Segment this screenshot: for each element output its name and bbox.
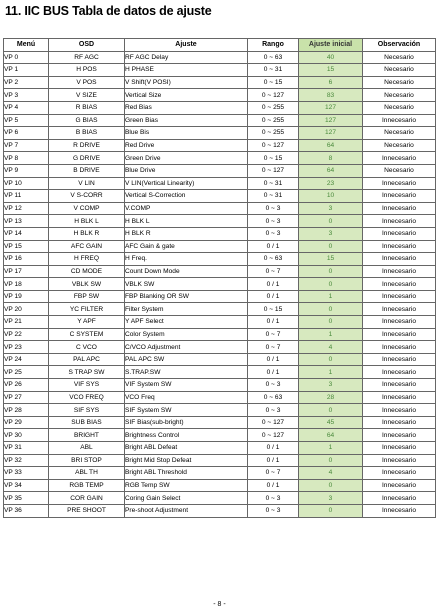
cell-ajuste-inicial: 23 xyxy=(299,177,363,190)
header-ajuste: Ajuste xyxy=(125,39,248,52)
cell-observacion: Innecesario xyxy=(363,442,436,455)
adjustment-data-table xyxy=(3,38,436,518)
cell-rango: 0 ~ 15 xyxy=(248,303,299,316)
cell-rango: 0 ~ 127 xyxy=(248,429,299,442)
cell-observacion: Necesario xyxy=(363,127,436,140)
table-row xyxy=(4,190,436,203)
cell-osd: V S-CORR xyxy=(49,190,125,203)
cell-menu: VP 19 xyxy=(4,290,49,303)
cell-ajuste-inicial: 8 xyxy=(299,152,363,165)
cell-menu: VP 35 xyxy=(4,492,49,505)
cell-ajuste-inicial: 0 xyxy=(299,240,363,253)
cell-ajuste: Blue Bis xyxy=(125,127,248,140)
cell-menu: VP 30 xyxy=(4,429,49,442)
cell-ajuste: RGB Temp SW xyxy=(125,479,248,492)
cell-menu: VP 13 xyxy=(4,215,49,228)
cell-ajuste-inicial: 127 xyxy=(299,114,363,127)
cell-osd: V POS xyxy=(49,76,125,89)
header-ajuste-inicial: Ajuste inicial xyxy=(299,39,363,52)
cell-ajuste: Pre-shoot Adjustment xyxy=(125,504,248,517)
cell-osd: G DRIVE xyxy=(49,152,125,165)
cell-rango: 0 ~ 255 xyxy=(248,114,299,127)
cell-ajuste-inicial: 15 xyxy=(299,253,363,266)
cell-osd: B DRIVE xyxy=(49,164,125,177)
cell-observacion: Innecesario xyxy=(363,290,436,303)
cell-osd: V COMP xyxy=(49,202,125,215)
cell-menu: VP 28 xyxy=(4,404,49,417)
cell-ajuste: PAL APC SW xyxy=(125,353,248,366)
cell-rango: 0 ~ 15 xyxy=(248,76,299,89)
cell-ajuste: Vertical S-Correction xyxy=(125,190,248,203)
table-row xyxy=(4,139,436,152)
cell-observacion: Innecesario xyxy=(363,202,436,215)
cell-ajuste: C/VCO Adjustment xyxy=(125,341,248,354)
cell-observacion: Innecesario xyxy=(363,253,436,266)
cell-ajuste: Bright ABL Threshold xyxy=(125,467,248,480)
cell-observacion: Innecesario xyxy=(363,353,436,366)
cell-menu: VP 5 xyxy=(4,114,49,127)
cell-menu: VP 17 xyxy=(4,265,49,278)
table-body xyxy=(4,51,436,517)
cell-rango: 0 / 1 xyxy=(248,442,299,455)
cell-osd: Y APF xyxy=(49,316,125,329)
page-number: - 8 - xyxy=(213,601,226,608)
table-row xyxy=(4,328,436,341)
cell-ajuste-inicial: 0 xyxy=(299,454,363,467)
cell-menu: VP 32 xyxy=(4,454,49,467)
cell-rango: 0 / 1 xyxy=(248,353,299,366)
cell-menu: VP 1 xyxy=(4,64,49,77)
table-row xyxy=(4,316,436,329)
cell-ajuste: Bright ABL Defeat xyxy=(125,442,248,455)
cell-rango: 0 ~ 3 xyxy=(248,215,299,228)
cell-observacion: Necesario xyxy=(363,139,436,152)
table-row xyxy=(4,240,436,253)
table-row xyxy=(4,379,436,392)
cell-menu: VP 15 xyxy=(4,240,49,253)
table-row xyxy=(4,442,436,455)
cell-menu: VP 34 xyxy=(4,479,49,492)
table-row xyxy=(4,152,436,165)
table-row xyxy=(4,353,436,366)
cell-ajuste-inicial: 0 xyxy=(299,303,363,316)
cell-observacion: Innecesario xyxy=(363,215,436,228)
table-row xyxy=(4,504,436,517)
cell-osd: AFC GAIN xyxy=(49,240,125,253)
cell-osd: RGB TEMP xyxy=(49,479,125,492)
cell-osd: H BLK L xyxy=(49,215,125,228)
cell-ajuste: VBLK SW xyxy=(125,278,248,291)
cell-menu: VP 31 xyxy=(4,442,49,455)
table-row xyxy=(4,76,436,89)
cell-ajuste-inicial: 45 xyxy=(299,416,363,429)
table-row xyxy=(4,215,436,228)
cell-menu: VP 26 xyxy=(4,379,49,392)
header-observacion: Observación xyxy=(363,39,436,52)
cell-osd: PAL APC xyxy=(49,353,125,366)
header-menu: Menú xyxy=(4,39,49,52)
table-row xyxy=(4,341,436,354)
cell-ajuste: Blue Drive xyxy=(125,164,248,177)
cell-osd: B BIAS xyxy=(49,127,125,140)
cell-osd: H POS xyxy=(49,64,125,77)
cell-menu: VP 16 xyxy=(4,253,49,266)
cell-menu: VP 6 xyxy=(4,127,49,140)
cell-ajuste-inicial: 0 xyxy=(299,278,363,291)
cell-rango: 0 ~ 31 xyxy=(248,64,299,77)
cell-ajuste-inicial: 127 xyxy=(299,101,363,114)
cell-osd: FBP SW xyxy=(49,290,125,303)
cell-rango: 0 / 1 xyxy=(248,454,299,467)
cell-rango: 0 / 1 xyxy=(248,316,299,329)
table-row xyxy=(4,89,436,102)
cell-ajuste-inicial: 127 xyxy=(299,127,363,140)
cell-ajuste-inicial: 0 xyxy=(299,404,363,417)
table-row xyxy=(4,253,436,266)
cell-ajuste-inicial: 1 xyxy=(299,328,363,341)
cell-menu: VP 10 xyxy=(4,177,49,190)
cell-rango: 0 / 1 xyxy=(248,479,299,492)
cell-ajuste: Green Bias xyxy=(125,114,248,127)
cell-ajuste-inicial: 3 xyxy=(299,379,363,392)
table-row xyxy=(4,64,436,77)
cell-ajuste: Vertical Size xyxy=(125,89,248,102)
cell-osd: V SIZE xyxy=(49,89,125,102)
cell-ajuste: Red Drive xyxy=(125,139,248,152)
cell-ajuste: VIF System SW xyxy=(125,379,248,392)
cell-observacion: Innecesario xyxy=(363,227,436,240)
table-row xyxy=(4,467,436,480)
cell-observacion: Innecesario xyxy=(363,454,436,467)
cell-ajuste: Coring Gain Select xyxy=(125,492,248,505)
cell-ajuste: AFC Gain & gate xyxy=(125,240,248,253)
cell-ajuste: Red Bias xyxy=(125,101,248,114)
cell-ajuste: Y APF Select xyxy=(125,316,248,329)
cell-rango: 0 ~ 7 xyxy=(248,467,299,480)
cell-observacion: Innecesario xyxy=(363,152,436,165)
cell-ajuste-inicial: 0 xyxy=(299,265,363,278)
cell-menu: VP 36 xyxy=(4,504,49,517)
cell-ajuste-inicial: 40 xyxy=(299,51,363,64)
cell-observacion: Innecesario xyxy=(363,341,436,354)
cell-osd: BRI STOP xyxy=(49,454,125,467)
table-row xyxy=(4,51,436,64)
cell-ajuste-inicial: 6 xyxy=(299,76,363,89)
cell-osd: SUB BIAS xyxy=(49,416,125,429)
cell-ajuste: FBP Blanking OR SW xyxy=(125,290,248,303)
cell-observacion: Innecesario xyxy=(363,504,436,517)
cell-osd: SIF SYS xyxy=(49,404,125,417)
cell-osd: YC FILTER xyxy=(49,303,125,316)
cell-osd: ABL xyxy=(49,442,125,455)
cell-observacion: Necesario xyxy=(363,89,436,102)
table-row xyxy=(4,164,436,177)
cell-ajuste: H Freq. xyxy=(125,253,248,266)
cell-observacion: Necesario xyxy=(363,101,436,114)
cell-menu: VP 25 xyxy=(4,366,49,379)
table-row xyxy=(4,227,436,240)
table-row xyxy=(4,101,436,114)
cell-observacion: Innecesario xyxy=(363,467,436,480)
cell-rango: 0 / 1 xyxy=(248,240,299,253)
cell-rango: 0 ~ 3 xyxy=(248,504,299,517)
cell-observacion: Innecesario xyxy=(363,328,436,341)
cell-observacion: Necesario xyxy=(363,76,436,89)
cell-rango: 0 ~ 3 xyxy=(248,379,299,392)
cell-rango: 0 ~ 7 xyxy=(248,341,299,354)
cell-ajuste: SIF Bias(sub-bright) xyxy=(125,416,248,429)
cell-rango: 0 ~ 15 xyxy=(248,152,299,165)
cell-ajuste: Filter System xyxy=(125,303,248,316)
cell-menu: VP 18 xyxy=(4,278,49,291)
cell-rango: 0 / 1 xyxy=(248,278,299,291)
cell-observacion: Innecesario xyxy=(363,240,436,253)
cell-rango: 0 ~ 3 xyxy=(248,202,299,215)
cell-rango: 0 ~ 3 xyxy=(248,492,299,505)
cell-ajuste-inicial: 3 xyxy=(299,227,363,240)
cell-osd: V LIN xyxy=(49,177,125,190)
table-row xyxy=(4,278,436,291)
cell-ajuste: V LIN(Vertical Linearity) xyxy=(125,177,248,190)
cell-menu: VP 27 xyxy=(4,391,49,404)
cell-ajuste-inicial: 4 xyxy=(299,467,363,480)
header-rango: Rango xyxy=(248,39,299,52)
cell-osd: VBLK SW xyxy=(49,278,125,291)
cell-osd: VCO FREQ xyxy=(49,391,125,404)
cell-ajuste: H BLK L xyxy=(125,215,248,228)
cell-observacion: Innecesario xyxy=(363,303,436,316)
cell-rango: 0 ~ 127 xyxy=(248,139,299,152)
cell-observacion: Innecesario xyxy=(363,190,436,203)
cell-osd: H FREQ xyxy=(49,253,125,266)
cell-osd: R BIAS xyxy=(49,101,125,114)
cell-menu: VP 12 xyxy=(4,202,49,215)
cell-osd: G BIAS xyxy=(49,114,125,127)
cell-ajuste: Color System xyxy=(125,328,248,341)
cell-osd: RF AGC xyxy=(49,51,125,64)
cell-rango: 0 ~ 31 xyxy=(248,177,299,190)
cell-ajuste: RF AGC Delay xyxy=(125,51,248,64)
cell-observacion: Necesario xyxy=(363,64,436,77)
cell-osd: C SYSTEM xyxy=(49,328,125,341)
cell-rango: 0 ~ 7 xyxy=(248,328,299,341)
cell-ajuste: S.TRAP.SW xyxy=(125,366,248,379)
cell-menu: VP 29 xyxy=(4,416,49,429)
cell-menu: VP 11 xyxy=(4,190,49,203)
cell-osd: H BLK R xyxy=(49,227,125,240)
cell-ajuste-inicial: 0 xyxy=(299,215,363,228)
cell-menu: VP 23 xyxy=(4,341,49,354)
cell-ajuste-inicial: 15 xyxy=(299,64,363,77)
cell-ajuste-inicial: 28 xyxy=(299,391,363,404)
cell-rango: 0 / 1 xyxy=(248,290,299,303)
cell-ajuste-inicial: 0 xyxy=(299,479,363,492)
cell-rango: 0 ~ 255 xyxy=(248,101,299,114)
table-row xyxy=(4,127,436,140)
cell-menu: VP 3 xyxy=(4,89,49,102)
cell-menu: VP 33 xyxy=(4,467,49,480)
cell-rango: 0 ~ 255 xyxy=(248,127,299,140)
table-row xyxy=(4,416,436,429)
cell-ajuste: Green Drive xyxy=(125,152,248,165)
cell-ajuste-inicial: 64 xyxy=(299,139,363,152)
cell-observacion: Innecesario xyxy=(363,278,436,291)
cell-ajuste: V Shift(V POSI) xyxy=(125,76,248,89)
cell-ajuste-inicial: 1 xyxy=(299,366,363,379)
cell-osd: S TRAP SW xyxy=(49,366,125,379)
cell-ajuste: Count Down Mode xyxy=(125,265,248,278)
cell-ajuste: Brightness Control xyxy=(125,429,248,442)
cell-ajuste-inicial: 83 xyxy=(299,89,363,102)
cell-ajuste-inicial: 0 xyxy=(299,353,363,366)
cell-menu: VP 20 xyxy=(4,303,49,316)
cell-ajuste-inicial: 0 xyxy=(299,316,363,329)
cell-rango: 0 ~ 63 xyxy=(248,253,299,266)
cell-observacion: Innecesario xyxy=(363,479,436,492)
cell-observacion: Innecesario xyxy=(363,366,436,379)
cell-ajuste-inicial: 3 xyxy=(299,492,363,505)
cell-menu: VP 14 xyxy=(4,227,49,240)
cell-observacion: Innecesario xyxy=(363,177,436,190)
cell-rango: 0 ~ 3 xyxy=(248,404,299,417)
cell-rango: 0 ~ 63 xyxy=(248,391,299,404)
header-osd: OSD xyxy=(49,39,125,52)
cell-osd: COR GAIN xyxy=(49,492,125,505)
cell-ajuste: VCO Freq xyxy=(125,391,248,404)
cell-menu: VP 21 xyxy=(4,316,49,329)
cell-observacion: Necesario xyxy=(363,164,436,177)
cell-osd: BRIGHT xyxy=(49,429,125,442)
cell-rango: 0 ~ 3 xyxy=(248,227,299,240)
cell-observacion: Necesario xyxy=(363,51,436,64)
cell-ajuste-inicial: 0 xyxy=(299,504,363,517)
cell-ajuste-inicial: 10 xyxy=(299,190,363,203)
table-row xyxy=(4,202,436,215)
table-row xyxy=(4,429,436,442)
table-row xyxy=(4,114,436,127)
cell-menu: VP 0 xyxy=(4,51,49,64)
cell-osd: CD MODE xyxy=(49,265,125,278)
table-row xyxy=(4,303,436,316)
cell-rango: 0 ~ 127 xyxy=(248,416,299,429)
cell-ajuste: SIF System SW xyxy=(125,404,248,417)
cell-osd: PRE SHOOT xyxy=(49,504,125,517)
cell-osd: ABL TH xyxy=(49,467,125,480)
cell-ajuste-inicial: 1 xyxy=(299,442,363,455)
cell-rango: 0 ~ 127 xyxy=(248,164,299,177)
cell-rango: 0 ~ 127 xyxy=(248,89,299,102)
cell-observacion: Innecesario xyxy=(363,416,436,429)
cell-rango: 0 ~ 31 xyxy=(248,190,299,203)
cell-observacion: Innecesario xyxy=(363,391,436,404)
cell-osd: C VCO xyxy=(49,341,125,354)
cell-menu: VP 8 xyxy=(4,152,49,165)
cell-observacion: Innecesario xyxy=(363,114,436,127)
cell-rango: 0 ~ 7 xyxy=(248,265,299,278)
table-row xyxy=(4,366,436,379)
cell-observacion: Innecesario xyxy=(363,404,436,417)
table-header-row xyxy=(4,39,436,52)
cell-observacion: Innecesario xyxy=(363,379,436,392)
cell-observacion: Innecesario xyxy=(363,429,436,442)
cell-ajuste-inicial: 64 xyxy=(299,164,363,177)
cell-ajuste-inicial: 3 xyxy=(299,202,363,215)
table-row xyxy=(4,492,436,505)
cell-observacion: Innecesario xyxy=(363,492,436,505)
cell-ajuste-inicial: 64 xyxy=(299,429,363,442)
cell-osd: R DRIVE xyxy=(49,139,125,152)
cell-ajuste: H BLK R xyxy=(125,227,248,240)
table-row xyxy=(4,391,436,404)
cell-ajuste: Bright Mid Stop Defeat xyxy=(125,454,248,467)
cell-menu: VP 9 xyxy=(4,164,49,177)
cell-rango: 0 / 1 xyxy=(248,366,299,379)
cell-ajuste-inicial: 1 xyxy=(299,290,363,303)
cell-menu: VP 2 xyxy=(4,76,49,89)
cell-observacion: Innecesario xyxy=(363,265,436,278)
cell-osd: VIF SYS xyxy=(49,379,125,392)
page-title: 11. IIC BUS Tabla de datos de ajuste xyxy=(5,4,212,18)
table-row xyxy=(4,454,436,467)
table-row xyxy=(4,290,436,303)
cell-ajuste: H PHASE xyxy=(125,64,248,77)
table-row xyxy=(4,177,436,190)
cell-menu: VP 7 xyxy=(4,139,49,152)
cell-rango: 0 ~ 63 xyxy=(248,51,299,64)
cell-menu: VP 4 xyxy=(4,101,49,114)
cell-menu: VP 22 xyxy=(4,328,49,341)
table-row xyxy=(4,479,436,492)
cell-ajuste-inicial: 4 xyxy=(299,341,363,354)
cell-observacion: Innecesario xyxy=(363,316,436,329)
cell-menu: VP 24 xyxy=(4,353,49,366)
table-row xyxy=(4,265,436,278)
table-row xyxy=(4,404,436,417)
cell-ajuste: V.COMP xyxy=(125,202,248,215)
